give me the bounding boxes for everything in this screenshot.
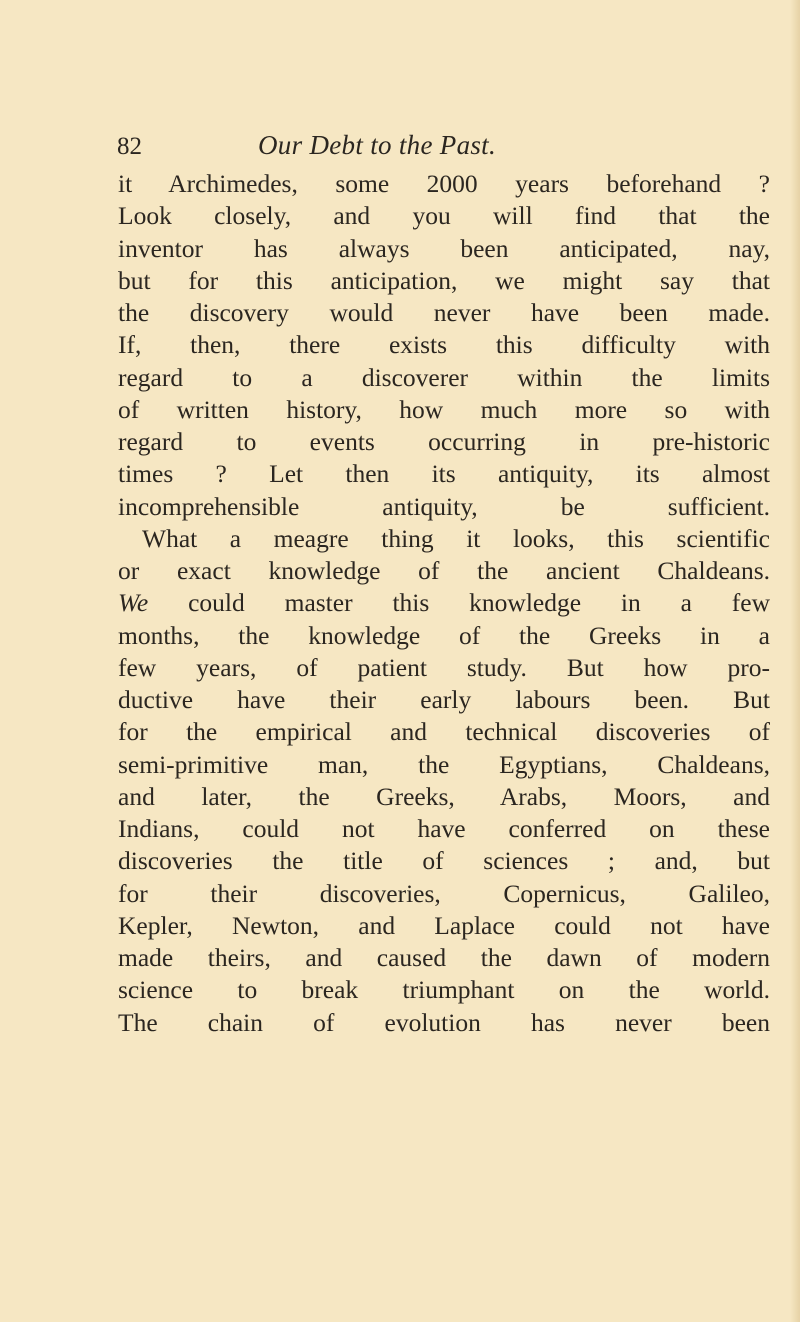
text-run: for their discoveries, Copernicus, Galileo,: [118, 878, 770, 908]
text-line: [118, 845, 770, 877]
text-run: science to break triumphant on the world.: [118, 975, 770, 1005]
text-line-content: [118, 942, 770, 974]
text-line-content: [118, 620, 770, 652]
text-line-content: [118, 813, 770, 845]
text-line: [118, 974, 770, 1006]
text-line-content: [118, 781, 770, 813]
text-line: [118, 716, 770, 748]
italic-word: We: [118, 588, 149, 618]
text-run: months, the knowledge of the Greeks in a: [118, 620, 770, 650]
text-line-content: [118, 168, 770, 200]
text-line-content: [118, 749, 770, 781]
text-run: or exact knowledge of the ancient Chaldeans.: [118, 556, 770, 585]
text-line: [118, 1007, 770, 1039]
text-line: [118, 329, 770, 361]
text-line-content: [118, 910, 770, 942]
text-line: [118, 200, 770, 232]
text-line-content: [118, 555, 770, 587]
text-line: [118, 910, 770, 942]
text-line-content: [118, 233, 770, 265]
text-line-content: [118, 684, 770, 716]
text-run: few years, of patient study. But how pro-: [118, 652, 770, 682]
page-edge-shadow: [790, 0, 800, 1322]
text-line: [118, 233, 770, 265]
text-run: incomprehensible antiquity, be sufficient.: [118, 491, 770, 521]
text-line-content: [118, 491, 770, 523]
text-line: [118, 491, 770, 523]
text-line: [118, 523, 770, 555]
text-line: [118, 555, 770, 587]
text-run: but for this anticipation, we might say that: [118, 265, 770, 295]
text-run: The chain of evolution has never been: [118, 1007, 770, 1037]
text-line-content: [118, 587, 770, 619]
text-line: [118, 265, 770, 297]
text-line-content: [118, 845, 770, 877]
text-line: [118, 749, 770, 781]
text-line: [118, 813, 770, 845]
text-line-content: [118, 362, 770, 394]
text-line-content: [118, 297, 770, 329]
running-title: Our Debt to the Past.: [258, 130, 497, 160]
text-line: [118, 297, 770, 329]
text-run: could master this knowledge in a few: [148, 588, 770, 618]
body-text: [118, 168, 770, 1039]
text-run: for the empirical and technical discoveries of: [118, 717, 770, 747]
text-line-content: [142, 523, 770, 555]
text-line-content: [118, 200, 770, 232]
text-run: discoveries the title of sciences ; and, but: [118, 846, 770, 876]
text-line: [118, 781, 770, 813]
text-line: [118, 684, 770, 716]
text-line: [118, 652, 770, 684]
page-number: 82: [117, 133, 142, 160]
text-run: What a meagre thing it looks, this scientific: [142, 523, 770, 553]
text-line-content: [118, 716, 770, 748]
text-line: [118, 620, 770, 652]
text-run: and later, the Greeks, Arabs, Moors, and: [118, 781, 770, 811]
text-line: [118, 426, 770, 458]
text-run: regard to a discoverer within the limits: [118, 362, 770, 392]
text-run: times ? Let then its antiquity, its almost: [118, 459, 770, 489]
text-run: the discovery would never have been made.: [118, 298, 770, 327]
text-line-content: [118, 458, 770, 490]
text-line-content: [118, 394, 770, 426]
text-line: [118, 587, 770, 619]
text-line: [118, 878, 770, 910]
text-line: [118, 394, 770, 426]
text-line-content: [118, 265, 770, 297]
text-line-content: [118, 329, 770, 361]
text-line: [118, 942, 770, 974]
text-line: [118, 168, 770, 200]
text-run: Indians, could not have conferred on these: [118, 814, 770, 843]
text-line-content: [118, 878, 770, 910]
text-run: ductive have their early labours been. But: [118, 685, 770, 714]
text-line-content: [118, 974, 770, 1006]
text-line: [118, 362, 770, 394]
text-run: semi-primitive man, the Egyptians, Chaldeans,: [118, 749, 770, 779]
text-run: of written history, how much more so with: [118, 394, 770, 424]
text-run: it Archimedes, some 2000 years beforehand ?: [118, 169, 770, 198]
text-run: inventor has always been anticipated, nay,: [118, 233, 770, 263]
text-run: Kepler, Newton, and Laplace could not have: [118, 910, 770, 940]
text-run: If, then, there exists this difficulty with: [118, 330, 770, 360]
text-line-content: [118, 652, 770, 684]
text-run: made theirs, and caused the dawn of modern: [118, 943, 770, 972]
text-line-content: [118, 1007, 770, 1039]
text-run: regard to events occurring in pre-historic: [118, 427, 770, 456]
text-line-content: [118, 426, 770, 458]
text-run: Look closely, and you will find that the: [118, 201, 770, 231]
text-line: [118, 458, 770, 490]
